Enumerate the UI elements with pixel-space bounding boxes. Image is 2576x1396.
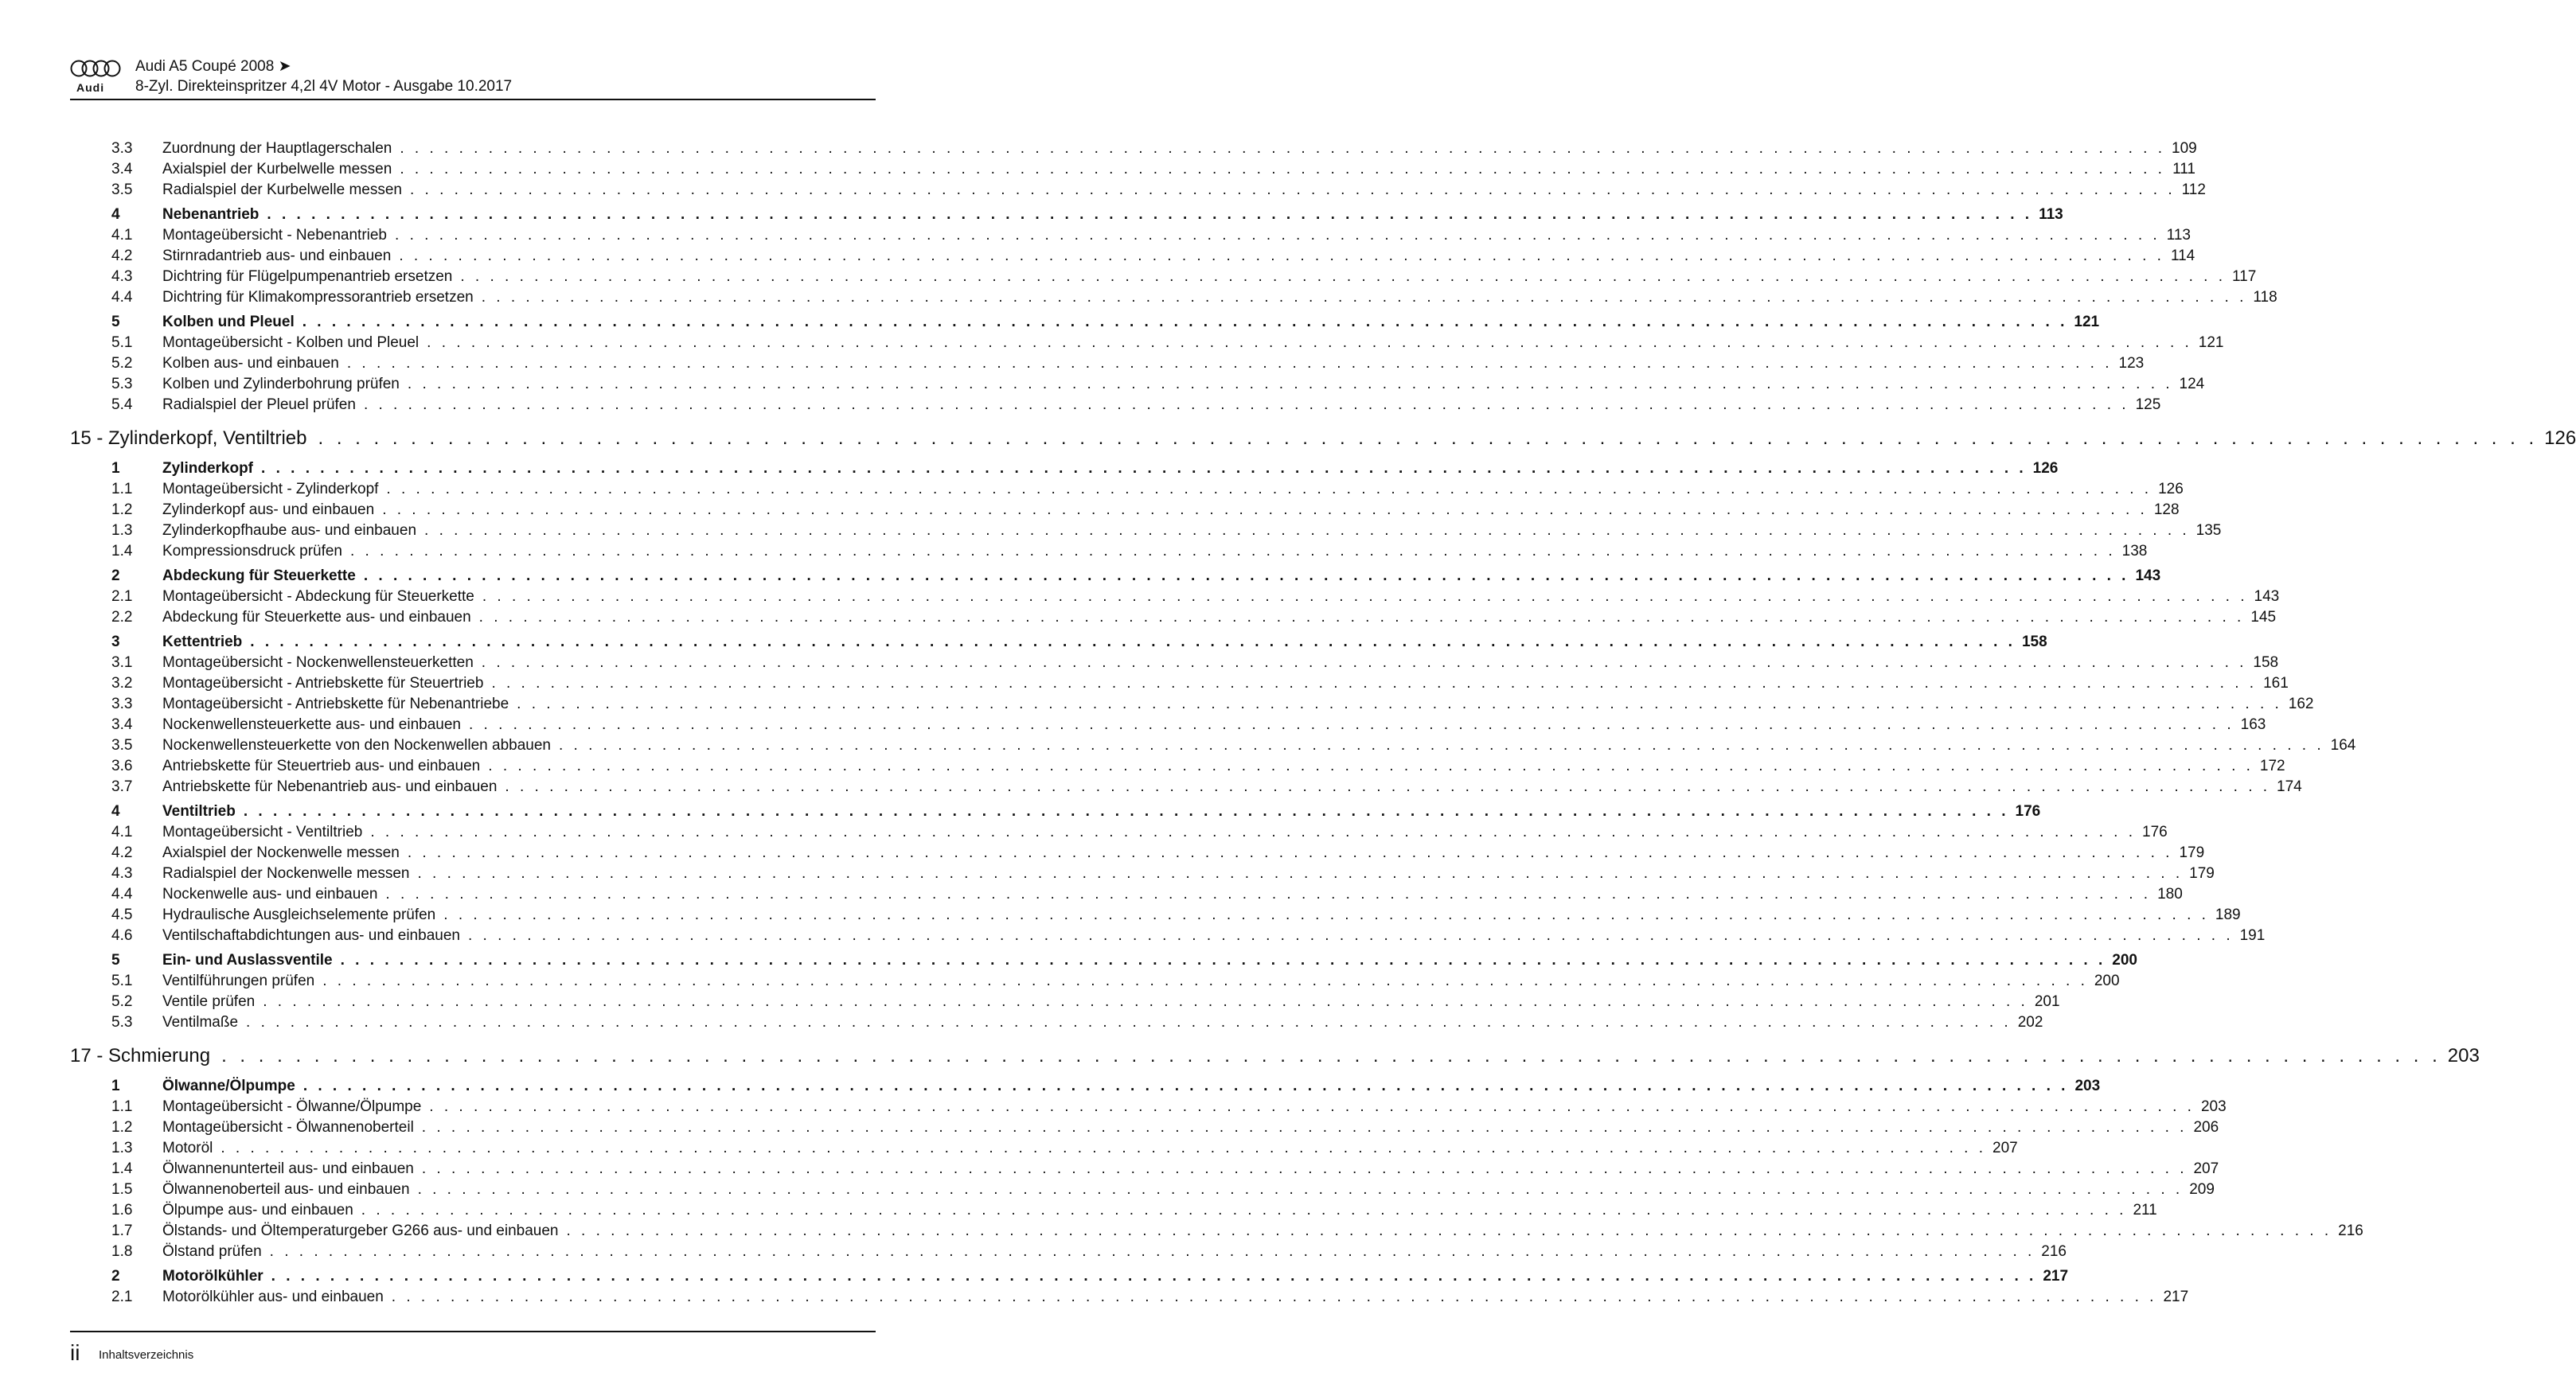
toc-title: Ölstands- und Öltemperaturgeber G266 aus- und einbauen: [162, 1222, 559, 1239]
dot-leader: . . . . . . . . . . . . . . . . . . . . . . . . . . . . . . . . . . . . . . . . . . . . . . . . . . . . . . . . . . . . . . . . . . . . . . . . . . . . . . . . . . . . . . . . . . . . . . . . . . . . . . . . . . . . . . . . . . . . . . . .: [559, 737, 2324, 754]
toc-page-number: 206: [2193, 1119, 2219, 1136]
toc-title: Zuordnung der Hauptlagerschalen: [162, 140, 392, 157]
toc-title: Radialspiel der Nockenwelle messen: [162, 865, 410, 882]
toc-page-number: 111: [2172, 161, 2195, 177]
toc-entry-row[interactable]: [70, 1289, 2189, 1309]
toc-entry-row[interactable]: [70, 824, 2168, 844]
toc-number: 5.3: [111, 1014, 133, 1031]
toc-entry-row[interactable]: [70, 675, 2289, 696]
header-subtitle: 8-Zyl. Direkteinspritzer 4,2l 4V Motor - Ausgabe 10.2017: [135, 78, 513, 95]
toc-number: 1.4: [111, 543, 133, 560]
dot-leader: . . . . . . . . . . . . . . . . . . . . . . . . . . . . . . . . . . . . . . . . . . . . . . . . . . . . . . . . . . . . . . . . . . . . . . . . . . . . . . . . . . . . . . . . . . . . . . . . . . . . . . . . . . . . . . . . . . . . . . . .: [302, 1078, 2069, 1094]
toc-number: 3.4: [111, 716, 133, 733]
dot-leader: . . . . . . . . . . . . . . . . . . . . . . . . . . . . . . . . . . . . . . . . . . . . . . . . . . . . . . . . . . . . . . . . . . . . . . . . . . . . . . . . . . . . . . . . . . . . . . . . . . . . . . . . . . . . . . . . . . . . . . . .: [478, 609, 2245, 626]
toc-page-number: 176: [2142, 824, 2168, 840]
toc-number: 1.3: [111, 522, 133, 539]
toc-entry-row[interactable]: [70, 758, 2285, 778]
toc-title: Nockenwellensteuerkette von den Nockenwellen abbauen: [162, 737, 551, 754]
toc-page-number: 117: [2232, 268, 2257, 285]
toc-page-number: 113: [2166, 227, 2191, 244]
page-number: ii: [70, 1340, 80, 1365]
toc-number: 5.2: [111, 355, 133, 372]
toc-number: 1.6: [111, 1202, 133, 1219]
toc-number: 2.1: [111, 588, 133, 605]
toc-entry-row[interactable]: [70, 376, 2205, 396]
toc-title: Antriebskette für Steuertrieb aus- und einbauen: [162, 758, 481, 774]
toc-number: 1.2: [111, 501, 133, 518]
dot-leader: . . . . . . . . . . . . . . . . . . . . . . . . . . . . . . . . . . . . . . . . . . . . . . . . . . . . . . . . . . . . . . . . . . . . . . . . . . . . . . . . . . . . . . . . . . . . . . . . . . . . . . . . . . . . . . . . . . . . . . . .: [421, 1160, 2188, 1177]
toc-entry-row[interactable]: [70, 609, 2277, 630]
toc-title: Abdeckung für Steuerkette: [162, 567, 356, 584]
toc-page-number: 143: [2254, 588, 2280, 605]
dot-leader: . . . . . . . . . . . . . . . . . . . . . . . . . . . . . . . . . . . . . . . . . . . . . . . . . . . . . . . . . . . . . . . . . . . . . . . . . . . . . . . . . . . . . . . . . . . . . . . . . . . . . . . . . . . . . . . . . . . . . . . .: [443, 907, 2209, 923]
toc-page-number: 216: [2041, 1243, 2067, 1260]
toc-page-number: 203: [2447, 1045, 2480, 1066]
toc-page-number: 121: [2198, 334, 2224, 351]
toc-number: 5.4: [111, 396, 133, 413]
toc-chapter-row[interactable]: [70, 1039, 2480, 1074]
toc-page-number: 207: [1992, 1140, 2018, 1156]
toc-chapter-row[interactable]: [70, 421, 2576, 456]
dot-leader: . . . . . . . . . . . . . . . . . . . . . . . . . . . . . . . . . . . . . . . . . . . . . . . . . . . . . . . . . . . . . . . . . . . . . . . . . . . . . . . . . . . . . . . . . . . . . . . . . . . . . . . . . . . . . . . . . . . . . . . .: [221, 1140, 1986, 1156]
toc-entry-row[interactable]: [70, 886, 2183, 907]
audi-rings-logo: [70, 59, 123, 78]
toc-entry-row[interactable]: [70, 927, 2266, 948]
dot-leader: . . . . . . . . . . . . . . . . . . . . . . . . . . . . . . . . . . . . . . . . . . . . . . . . . . . . . . . . . . . . . . . . . . . . . . . . . . . . . . . . . . . . . . . . . . . . . . . . . . . . . . . . . . . . . . . . . . . . . . . .: [566, 1222, 2332, 1239]
toc-number: 4: [111, 803, 120, 820]
toc-number: 1: [111, 1078, 120, 1094]
toc-title: Radialspiel der Pleuel prüfen: [162, 396, 356, 413]
toc-page-number: 216: [2338, 1222, 2363, 1239]
toc-number: 4.4: [111, 886, 133, 903]
toc-title: Montageübersicht - Ventiltrieb: [162, 824, 363, 840]
toc-title: Axialspiel der Nockenwelle messen: [162, 844, 400, 861]
toc-entry-row[interactable]: [70, 993, 2060, 1014]
toc-number: 4.3: [111, 865, 133, 882]
toc-page-number: 176: [2015, 803, 2041, 820]
toc-title: Nockenwellensteuerkette aus- und einbauen: [162, 716, 461, 733]
toc-title: Motorölkühler: [162, 1268, 263, 1285]
toc-entry-row[interactable]: [70, 696, 2314, 716]
toc-title: Ölwannenunterteil aus- und einbauen: [162, 1160, 414, 1177]
toc-number: 5.1: [111, 334, 133, 351]
toc-title: Montageübersicht - Zylinderkopf: [162, 481, 379, 497]
toc-number: 1.4: [111, 1160, 133, 1177]
toc-number: 5.3: [111, 376, 133, 392]
toc-entry-row[interactable]: [70, 1222, 2363, 1243]
toc-page-number: 109: [2172, 140, 2197, 157]
toc-entry-row[interactable]: [70, 588, 2280, 609]
dot-leader: . . . . . . . . . . . . . . . . . . . . . . . . . . . . . . . . . . . . . . . . . . . . . . . . . . . . . . . . . . . . . . . . . . . . . . . . . . . . . . . . . . . . . . . . . . . . . . . . . . . . . . . . . . . . . . . . . . . . . . . .: [391, 1289, 2157, 1305]
toc-section-row[interactable]: [70, 206, 2063, 227]
toc-page-number: 163: [2240, 716, 2266, 733]
toc-number: 4.4: [111, 289, 133, 306]
toc-title: Kompressionsdruck prüfen: [162, 543, 342, 560]
toc-page-number: 202: [2017, 1014, 2043, 1031]
toc-title: Zylinderkopf aus- und einbauen: [162, 501, 375, 518]
dot-leader: . . . . . . . . . . . . . . . . . . . . . . . . . . . . . . . . . . . . . . . . . . . . . . . . . . . . . . . . . . . . . . . . . . . . . . . . . . . . . . . . . . . . . . . . . . . . . . . . . . . . . . . . . . . . . . . . . . . . . . . .: [424, 522, 2190, 539]
toc-title: Kolben und Pleuel: [162, 314, 295, 330]
toc-entry-row[interactable]: [70, 522, 2222, 543]
toc-entry-row[interactable]: [70, 355, 2145, 376]
toc-title: Ölwannenoberteil aus- und einbauen: [162, 1181, 410, 1198]
toc-page-number: 135: [2195, 522, 2222, 539]
toc-page-number: 161: [2263, 675, 2289, 692]
dot-leader: . . . . . . . . . . . . . . . . . . . . . . . . . . . . . . . . . . . . . . . . . . . . . . . . . . . . . . . . . . . . . . . . . . . . . . . . . . . . . . . . . . . . . . . . . . . . . . . . . . . . . . . . . . . . . . . . . . . . . . . .: [318, 427, 2539, 449]
dot-leader: . . . . . . . . . . . . . . . . . . . . . . . . . . . . . . . . . . . . . . . . . . . . . . . . . . . . . . . . . . . . . . . . . . . . . . . . . . . . . . . . . . . . . . . . . . . . . . . . . . . . . . . . . . . . . . . . . . . . . . . .: [322, 973, 2088, 989]
dot-leader: . . . . . . . . . . . . . . . . . . . . . . . . . . . . . . . . . . . . . . . . . . . . . . . . . . . . . . . . . . . . . . . . . . . . . . . . . . . . . . . . . . . . . . . . . . . . . . . . . . . . . . . . . . . . . . . . . . . . . . . .: [407, 376, 2173, 392]
dot-leader: . . . . . . . . . . . . . . . . . . . . . . . . . . . . . . . . . . . . . . . . . . . . . . . . . . . . . . . . . . . . . . . . . . . . . . . . . . . . . . . . . . . . . . . . . . . . . . . . . . . . . . . . . . . . . . . . . . . . . . . .: [395, 227, 2160, 244]
toc-number: 1.5: [111, 1181, 133, 1198]
toc-section-row[interactable]: [70, 460, 2059, 481]
toc-entry-row[interactable]: [70, 844, 2205, 865]
toc-title: Ölwanne/Ölpumpe: [162, 1078, 295, 1094]
toc-page-number: 179: [2179, 844, 2205, 861]
dot-leader: . . . . . . . . . . . . . . . . . . . . . . . . . . . . . . . . . . . . . . . . . . . . . . . . . . . . . . . . . . . . . . . . . . . . . . . . . . . . . . . . . . . . . . . . . . . . . . . . . . . . . . . . . . . . . . . . . . . . . . . .: [427, 334, 2192, 351]
toc-entry-row[interactable]: [70, 248, 2195, 268]
toc-number: 1: [111, 460, 120, 477]
toc-title: Motorölkühler aus- und einbauen: [162, 1289, 384, 1305]
toc-title: Ventilführungen prüfen: [162, 973, 315, 989]
toc-entry-row[interactable]: [70, 1181, 2215, 1202]
toc-title: Zylinderkopfhaube aus- und einbauen: [162, 522, 417, 539]
toc-title: Axialspiel der Kurbelwelle messen: [162, 161, 392, 177]
toc-number: 4.1: [111, 824, 133, 840]
toc-number: 3.7: [111, 778, 133, 795]
footer-section-label: Inhaltsverzeichnis: [99, 1348, 194, 1362]
toc-page-number: 138: [2121, 543, 2148, 560]
toc-page-number: 203: [2200, 1098, 2227, 1115]
toc-entry-row[interactable]: [70, 1202, 2157, 1222]
toc-page-number: 126: [2158, 481, 2184, 497]
dot-leader: . . . . . . . . . . . . . . . . . . . . . . . . . . . . . . . . . . . . . . . . . . . . . . . . . . . . . . . . . . . . . . . . . . . . . . . . . . . . . . . . . . . . . . . . . . . . . . . . . . . . . . . . . . . . . . . . . . . . . . . .: [302, 314, 2068, 330]
toc-title: Montageübersicht - Antriebskette für Steuertrieb: [162, 675, 484, 692]
toc-title: Kettentrieb: [162, 634, 243, 650]
toc-entry-row[interactable]: [70, 1160, 2219, 1181]
toc-title: Ölpumpe aus- und einbauen: [162, 1202, 353, 1219]
toc-page-number: 126: [2032, 460, 2059, 477]
toc-number: 2: [111, 567, 120, 584]
toc-number: 3.4: [111, 161, 133, 177]
toc-page-number: 189: [2215, 907, 2241, 923]
toc-title: Ventilmaße: [162, 1014, 239, 1031]
dot-leader: . . . . . . . . . . . . . . . . . . . . . . . . . . . . . . . . . . . . . . . . . . . . . . . . . . . . . . . . . . . . . . . . . . . . . . . . . . . . . . . . . . . . . . . . . . . . . . . . . . . . . . . . . . . . . . . . . . . . . . . .: [363, 567, 2129, 584]
toc-section-row[interactable]: [70, 952, 2137, 973]
toc-section-row[interactable]: [70, 634, 2047, 654]
dot-leader: . . . . . . . . . . . . . . . . . . . . . . . . . . . . . . . . . . . . . . . . . . . . . . . . . . . . . . . . . . . . . . . . . . . . . . . . . . . . . . . . . . . . . . . . . . . . . . . . . . . . . . . . . . . . . . . . . . . . . . . .: [269, 1243, 2035, 1260]
toc-title: Ventiltrieb: [162, 803, 236, 820]
toc-number: 1.1: [111, 1098, 133, 1115]
toc-entry-row[interactable]: [70, 1243, 2067, 1264]
toc-page-number: 158: [2021, 634, 2047, 650]
dot-leader: . . . . . . . . . . . . . . . . . . . . . . . . . . . . . . . . . . . . . . . . . . . . . . . . . . . . . . . . . . . . . . . . . . . . . . . . . . . . . . . . . . . . . . . . . . . . . . . . . . . . . . . . . . . . . . . . . . . . . . . .: [250, 634, 2016, 650]
toc-section-row[interactable]: [70, 314, 2100, 334]
toc-title: 17 - Schmierung: [70, 1045, 211, 1066]
toc-title: Ein- und Auslassventile: [162, 952, 333, 969]
toc-number: 4.2: [111, 844, 133, 861]
toc-title: Montageübersicht - Abdeckung für Steuerkette: [162, 588, 474, 605]
toc-number: 1.3: [111, 1140, 133, 1156]
toc-page-number: 118: [2253, 289, 2277, 306]
toc-entry-row[interactable]: [70, 481, 2184, 501]
dot-leader: . . . . . . . . . . . . . . . . . . . . . . . . . . . . . . . . . . . . . . . . . . . . . . . . . . . . . . . . . . . . . . . . . . . . . . . . . . . . . . . . . . . . . . . . . . . . . . . . . . . . . . . . . . . . . . . . . . . . . . . .: [246, 1014, 2012, 1031]
toc-title: Montageübersicht - Nebenantrieb: [162, 227, 388, 244]
dot-leader: . . . . . . . . . . . . . . . . . . . . . . . . . . . . . . . . . . . . . . . . . . . . . . . . . . . . . . . . . . . . . . . . . . . . . . . . . . . . . . . . . . . . . . . . . . . . . . . . . . . . . . . . . . . . . . . . . . . . . . . .: [482, 588, 2248, 605]
dot-leader: . . . . . . . . . . . . . . . . . . . . . . . . . . . . . . . . . . . . . . . . . . . . . . . . . . . . . . . . . . . . . . . . . . . . . . . . . . . . . . . . . . . . . . . . . . . . . . . . . . . . . . . . . . . . . . . . . . . . . . . .: [407, 844, 2173, 861]
toc-title: Nebenantrieb: [162, 206, 260, 223]
toc-entry-row[interactable]: [70, 778, 2302, 799]
dot-leader: . . . . . . . . . . . . . . . . . . . . . . . . . . . . . . . . . . . . . . . . . . . . . . . . . . . . . . . . . . . . . . . . . . . . . . . . . . . . . . . . . . . . . . . . . . . . . . . . . . . . . . . . . . . . . . . . . . . . . . . .: [363, 396, 2129, 413]
toc-title: Antriebskette für Nebenantrieb aus- und einbauen: [162, 778, 498, 795]
dot-leader: . . . . . . . . . . . . . . . . . . . . . . . . . . . . . . . . . . . . . . . . . . . . . . . . . . . . . . . . . . . . . . . . . . . . . . . . . . . . . . . . . . . . . . . . . . . . . . . . . . . . . . . . . . . . . . . . . . . . . . . .: [361, 1202, 2127, 1219]
toc-page-number: 200: [2094, 973, 2120, 989]
dot-leader: . . . . . . . . . . . . . . . . . . . . . . . . . . . . . . . . . . . . . . . . . . . . . . . . . . . . . . . . . . . . . . . . . . . . . . . . . . . . . . . . . . . . . . . . . . . . . . . . . . . . . . . . . . . . . . . . . . . . . . . .: [263, 993, 2028, 1010]
dot-leader: . . . . . . . . . . . . . . . . . . . . . . . . . . . . . . . . . . . . . . . . . . . . . . . . . . . . . . . . . . . . . . . . . . . . . . . . . . . . . . . . . . . . . . . . . . . . . . . . . . . . . . . . . . . . . . . . . . . . . . . .: [481, 654, 2247, 671]
dot-leader: . . . . . . . . . . . . . . . . . . . . . . . . . . . . . . . . . . . . . . . . . . . . . . . . . . . . . . . . . . . . . . . . . . . . . . . . . . . . . . . . . . . . . . . . . . . . . . . . . . . . . . . . . . . . . . . . . . . . . . . .: [417, 1181, 2184, 1198]
dot-leader: . . . . . . . . . . . . . . . . . . . . . . . . . . . . . . . . . . . . . . . . . . . . . . . . . . . . . . . . . . . . . . . . . . . . . . . . . . . . . . . . . . . . . . . . . . . . . . . . . . . . . . . . . . . . . . . . . . . . . . . .: [400, 161, 2165, 177]
toc-title: Ventilschaftabdichtungen aus- und einbauen: [162, 927, 460, 944]
dot-leader: . . . . . . . . . . . . . . . . . . . . . . . . . . . . . . . . . . . . . . . . . . . . . . . . . . . . . . . . . . . . . . . . . . . . . . . . . . . . . . . . . . . . . . . . . . . . . . . . . . . . . . . . . . . . . . . . . . . . . . . .: [467, 927, 2234, 944]
toc-page-number: 114: [2170, 248, 2195, 264]
dot-leader: . . . . . . . . . . . . . . . . . . . . . . . . . . . . . . . . . . . . . . . . . . . . . . . . . . . . . . . . . . . . . . . . . . . . . . . . . . . . . . . . . . . . . . . . . . . . . . . . . . . . . . . . . . . . . . . . . . . . . . . .: [417, 865, 2184, 882]
toc-number: 2.1: [111, 1289, 133, 1305]
toc-page-number: 180: [2157, 886, 2183, 903]
dot-leader: . . . . . . . . . . . . . . . . . . . . . . . . . . . . . . . . . . . . . . . . . . . . . . . . . . . . . . . . . . . . . . . . . . . . . . . . . . . . . . . . . . . . . . . . . . . . . . . . . . . . . . . . . . . . . . . . . . . . . . . .: [350, 543, 2116, 560]
toc-number: 5.1: [111, 973, 133, 989]
dot-leader: . . . . . . . . . . . . . . . . . . . . . . . . . . . . . . . . . . . . . . . . . . . . . . . . . . . . . . . . . . . . . . . . . . . . . . . . . . . . . . . . . . . . . . . . . . . . . . . . . . . . . . . . . . . . . . . . . . . . . . . .: [505, 778, 2271, 795]
header-model: Audi A5 Coupé 2008 ➤: [135, 58, 291, 75]
toc-page-number: 207: [2193, 1160, 2219, 1177]
toc-entry-row[interactable]: [70, 181, 2206, 202]
toc-number: 4.1: [111, 227, 133, 244]
toc-number: 3.2: [111, 675, 133, 692]
toc-number: 3.1: [111, 654, 133, 671]
toc-page-number: 201: [2034, 993, 2060, 1010]
toc-entry-row[interactable]: [70, 865, 2215, 886]
toc-title: Kolben und Zylinderbohrung prüfen: [162, 376, 400, 392]
toc-page-number: 121: [2074, 314, 2100, 330]
toc-title: Nockenwelle aus- und einbauen: [162, 886, 378, 903]
dot-leader: . . . . . . . . . . . . . . . . . . . . . . . . . . . . . . . . . . . . . . . . . . . . . . . . . . . . . . . . . . . . . . . . . . . . . . . . . . . . . . . . . . . . . . . . . . . . . . . . . . . . . . . . . . . . . . . . . . . . . . . .: [399, 248, 2164, 264]
dot-leader: . . . . . . . . . . . . . . . . . . . . . . . . . . . . . . . . . . . . . . . . . . . . . . . . . . . . . . . . . . . . . . . . . . . . . . . . . . . . . . . . . . . . . . . . . . . . . . . . . . . . . . . . . . . . . . . . . . . . . . . .: [468, 716, 2234, 733]
toc-number: 3.3: [111, 140, 133, 157]
toc-page-number: 158: [2253, 654, 2279, 671]
toc-page-number: 174: [2277, 778, 2302, 795]
toc-title: 15 - Zylinderkopf, Ventiltrieb: [70, 427, 307, 449]
toc-number: 3.5: [111, 737, 133, 754]
dot-leader: . . . . . . . . . . . . . . . . . . . . . . . . . . . . . . . . . . . . . . . . . . . . . . . . . . . . . . . . . . . . . . . . . . . . . . . . . . . . . . . . . . . . . . . . . . . . . . . . . . . . . . . . . . . . . . . . . . . . . . . .: [421, 1119, 2188, 1136]
toc-number: 5: [111, 952, 120, 969]
toc-entry-row[interactable]: [70, 501, 2180, 522]
toc-title: Montageübersicht - Nockenwellensteuerketten: [162, 654, 474, 671]
toc-title: Ölstand prüfen: [162, 1243, 262, 1260]
dot-leader: . . . . . . . . . . . . . . . . . . . . . . . . . . . . . . . . . . . . . . . . . . . . . . . . . . . . . . . . . . . . . . . . . . . . . . . . . . . . . . . . . . . . . . . . . . . . . . . . . . . . . . . . . . . . . . . . . . . . . . . .: [261, 460, 2027, 477]
toc-section-row[interactable]: [70, 1268, 2069, 1289]
dot-leader: . . . . . . . . . . . . . . . . . . . . . . . . . . . . . . . . . . . . . . . . . . . . . . . . . . . . . . . . . . . . . . . . . . . . . . . . . . . . . . . . . . . . . . . . . . . . . . . . . . . . . . . . . . . . . . . . . . . . . . . .: [382, 501, 2148, 518]
dot-leader: . . . . . . . . . . . . . . . . . . . . . . . . . . . . . . . . . . . . . . . . . . . . . . . . . . . . . . . . . . . . . . . . . . . . . . . . . . . . . . . . . . . . . . . . . . . . . . . . . . . . . . . . . . . . . . . . . . . . . . . .: [429, 1098, 2195, 1115]
toc-entry-row[interactable]: [70, 654, 2279, 675]
dot-leader: . . . . . . . . . . . . . . . . . . . . . . . . . . . . . . . . . . . . . . . . . . . . . . . . . . . . . . . . . . . . . . . . . . . . . . . . . . . . . . . . . . . . . . . . . . . . . . . . . . . . . . . . . . . . . . . . . . . . . . . .: [370, 824, 2137, 840]
toc-page-number: 128: [2153, 501, 2180, 518]
toc-title: Radialspiel der Kurbelwelle messen: [162, 181, 402, 198]
toc-page-number: 113: [2039, 206, 2063, 223]
toc-title: Montageübersicht - Antriebskette für Nebenantriebe: [162, 696, 509, 712]
dot-leader: . . . . . . . . . . . . . . . . . . . . . . . . . . . . . . . . . . . . . . . . . . . . . . . . . . . . . . . . . . . . . . . . . . . . . . . . . . . . . . . . . . . . . . . . . . . . . . . . . . . . . . . . . . . . . . . . . . . . . . . .: [346, 355, 2113, 372]
dot-leader: . . . . . . . . . . . . . . . . . . . . . . . . . . . . . . . . . . . . . . . . . . . . . . . . . . . . . . . . . . . . . . . . . . . . . . . . . . . . . . . . . . . . . . . . . . . . . . . . . . . . . . . . . . . . . . . . . . . . . . . .: [385, 886, 2152, 903]
toc-page-number: 164: [2330, 737, 2356, 754]
toc-title: Hydraulische Ausgleichselemente prüfen: [162, 907, 436, 923]
toc-entry-row[interactable]: [70, 161, 2195, 181]
toc-number: 3.6: [111, 758, 133, 774]
toc-number: 2: [111, 1268, 120, 1285]
toc-page-number: 217: [2163, 1289, 2189, 1305]
toc-number: 1.1: [111, 481, 133, 497]
toc-number: 1.8: [111, 1243, 133, 1260]
toc-page-number: 126: [2544, 427, 2576, 449]
toc-entry-row[interactable]: [70, 737, 2356, 758]
toc-section-row[interactable]: [70, 1078, 2101, 1098]
toc-entry-row[interactable]: [70, 1014, 2043, 1035]
toc-number: 4.5: [111, 907, 133, 923]
toc-number: 1.2: [111, 1119, 133, 1136]
toc-entry-row[interactable]: [70, 289, 2277, 310]
toc-number: 3: [111, 634, 120, 650]
toc-number: 4.3: [111, 268, 133, 285]
dot-leader: . . . . . . . . . . . . . . . . . . . . . . . . . . . . . . . . . . . . . . . . . . . . . . . . . . . . . . . . . . . . . . . . . . . . . . . . . . . . . . . . . . . . . . . . . . . . . . . . . . . . . . . . . . . . . . . . . . . . . . . .: [491, 675, 2258, 692]
audi-wordmark: Audi: [76, 81, 105, 94]
toc-number: 5: [111, 314, 120, 330]
page-header: [70, 57, 876, 100]
toc-number: 3.3: [111, 696, 133, 712]
toc-page-number: 209: [2189, 1181, 2215, 1198]
dot-leader: . . . . . . . . . . . . . . . . . . . . . . . . . . . . . . . . . . . . . . . . . . . . . . . . . . . . . . . . . . . . . . . . . . . . . . . . . . . . . . . . . . . . . . . . . . . . . . . . . . . . . . . . . . . . . . . . . . . . . . . .: [400, 140, 2165, 157]
toc-page-number: 143: [2135, 567, 2161, 584]
toc-title: Ventile prüfen: [162, 993, 256, 1010]
toc-title: Montageübersicht - Ölwanne/Ölpumpe: [162, 1098, 422, 1115]
toc-page-number: 179: [2189, 865, 2215, 882]
toc-entry-row[interactable]: [70, 1098, 2227, 1119]
dot-leader: . . . . . . . . . . . . . . . . . . . . . . . . . . . . . . . . . . . . . . . . . . . . . . . . . . . . . . . . . . . . . . . . . . . . . . . . . . . . . . . . . . . . . . . . . . . . . . . . . . . . . . . . . . . . . . . . . . . . . . . .: [271, 1268, 2037, 1285]
toc-number: 4: [111, 206, 120, 223]
toc-title: Abdeckung für Steuerkette aus- und einbauen: [162, 609, 471, 626]
toc-title: Zylinderkopf: [162, 460, 254, 477]
dot-leader: . . . . . . . . . . . . . . . . . . . . . . . . . . . . . . . . . . . . . . . . . . . . . . . . . . . . . . . . . . . . . . . . . . . . . . . . . . . . . . . . . . . . . . . . . . . . . . . . . . . . . . . . . . . . . . . . . . . . . . . .: [410, 181, 2176, 198]
toc-title: Montageübersicht - Ölwannenoberteil: [162, 1119, 414, 1136]
toc-page-number: 191: [2239, 927, 2266, 944]
toc-page-number: 217: [2043, 1268, 2069, 1285]
dot-leader: . . . . . . . . . . . . . . . . . . . . . . . . . . . . . . . . . . . . . . . . . . . . . . . . . . . . . . . . . . . . . . . . . . . . . . . . . . . . . . . . . . . . . . . . . . . . . . . . . . . . . . . . . . . . . . . . . . . . . . . .: [460, 268, 2226, 285]
toc-page-number: 200: [2112, 952, 2137, 969]
toc-entry-row[interactable]: [70, 1119, 2219, 1140]
toc-title: Stirnradantrieb aus- und einbauen: [162, 248, 392, 264]
toc-entry-row[interactable]: [70, 973, 2120, 993]
toc-number: 4.6: [111, 927, 133, 944]
toc-section-row[interactable]: [70, 567, 2161, 588]
dot-leader: . . . . . . . . . . . . . . . . . . . . . . . . . . . . . . . . . . . . . . . . . . . . . . . . . . . . . . . . . . . . . . . . . . . . . . . . . . . . . . . . . . . . . . . . . . . . . . . . . . . . . . . . . . . . . . . . . . . . . . . .: [267, 206, 2033, 223]
toc-number: 1.7: [111, 1222, 133, 1239]
toc-entry-row[interactable]: [70, 268, 2257, 289]
toc-title: Kolben aus- und einbauen: [162, 355, 339, 372]
toc-entry-row[interactable]: [70, 396, 2161, 417]
toc-entry-row[interactable]: [70, 227, 2191, 248]
footer-rule: [70, 1331, 876, 1332]
toc-page-number: 124: [2179, 376, 2205, 392]
toc-entry-row[interactable]: [70, 543, 2148, 563]
toc-page-number: 211: [2133, 1202, 2157, 1219]
toc-page-number: 172: [2259, 758, 2285, 774]
toc-number: 5.2: [111, 993, 133, 1010]
toc-title: Dichtring für Flügelpumpenantrieb ersetzen: [162, 268, 453, 285]
toc-entry-row[interactable]: [70, 907, 2241, 927]
toc-number: 3.5: [111, 181, 133, 198]
toc-page-number: 145: [2250, 609, 2277, 626]
toc-number: 4.2: [111, 248, 133, 264]
dot-leader: . . . . . . . . . . . . . . . . . . . . . . . . . . . . . . . . . . . . . . . . . . . . . . . . . . . . . . . . . . . . . . . . . . . . . . . . . . . . . . . . . . . . . . . . . . . . . . . . . . . . . . . . . . . . . . . . . . . . . . . .: [221, 1045, 2441, 1066]
toc-section-row[interactable]: [70, 803, 2041, 824]
toc-entry-row[interactable]: [70, 334, 2224, 355]
toc-page-number: 125: [2135, 396, 2161, 413]
toc-title: Dichtring für Klimakompressorantrieb ersetzen: [162, 289, 474, 306]
dot-leader: . . . . . . . . . . . . . . . . . . . . . . . . . . . . . . . . . . . . . . . . . . . . . . . . . . . . . . . . . . . . . . . . . . . . . . . . . . . . . . . . . . . . . . . . . . . . . . . . . . . . . . . . . . . . . . . . . . . . . . . .: [386, 481, 2153, 497]
toc-entry-row[interactable]: [70, 716, 2266, 737]
dot-leader: . . . . . . . . . . . . . . . . . . . . . . . . . . . . . . . . . . . . . . . . . . . . . . . . . . . . . . . . . . . . . . . . . . . . . . . . . . . . . . . . . . . . . . . . . . . . . . . . . . . . . . . . . . . . . . . . . . . . . . . .: [488, 758, 2254, 774]
dot-leader: . . . . . . . . . . . . . . . . . . . . . . . . . . . . . . . . . . . . . . . . . . . . . . . . . . . . . . . . . . . . . . . . . . . . . . . . . . . . . . . . . . . . . . . . . . . . . . . . . . . . . . . . . . . . . . . . . . . . . . . .: [481, 289, 2247, 306]
toc-entry-row[interactable]: [70, 140, 2197, 161]
toc-page-number: 123: [2118, 355, 2145, 372]
toc-entry-row[interactable]: [70, 1140, 2018, 1160]
toc-number: 2.2: [111, 609, 133, 626]
dot-leader: . . . . . . . . . . . . . . . . . . . . . . . . . . . . . . . . . . . . . . . . . . . . . . . . . . . . . . . . . . . . . . . . . . . . . . . . . . . . . . . . . . . . . . . . . . . . . . . . . . . . . . . . . . . . . . . . . . . . . . . .: [340, 952, 2106, 969]
table-of-contents: [70, 140, 2576, 1309]
toc-page-number: 112: [2181, 181, 2206, 198]
dot-leader: . . . . . . . . . . . . . . . . . . . . . . . . . . . . . . . . . . . . . . . . . . . . . . . . . . . . . . . . . . . . . . . . . . . . . . . . . . . . . . . . . . . . . . . . . . . . . . . . . . . . . . . . . . . . . . . . . . . . . . . .: [517, 696, 2282, 712]
toc-page-number: 162: [2288, 696, 2314, 712]
toc-title: Montageübersicht - Kolben und Pleuel: [162, 334, 420, 351]
toc-page-number: 203: [2074, 1078, 2101, 1094]
toc-title: Motoröl: [162, 1140, 213, 1156]
dot-leader: . . . . . . . . . . . . . . . . . . . . . . . . . . . . . . . . . . . . . . . . . . . . . . . . . . . . . . . . . . . . . . . . . . . . . . . . . . . . . . . . . . . . . . . . . . . . . . . . . . . . . . . . . . . . . . . . . . . . . . . .: [243, 803, 2009, 820]
